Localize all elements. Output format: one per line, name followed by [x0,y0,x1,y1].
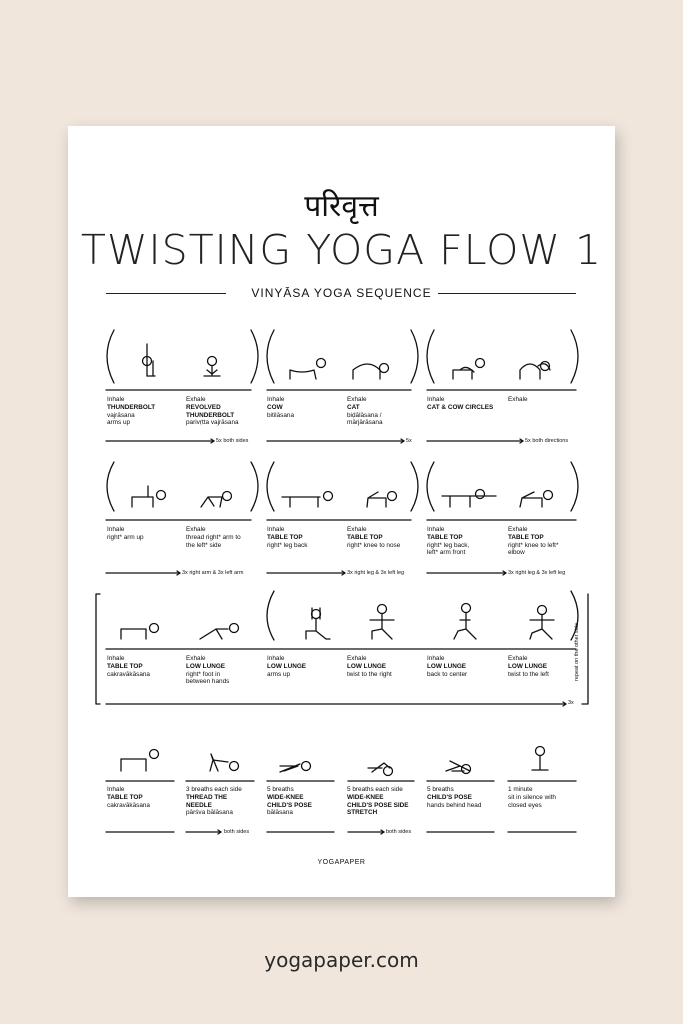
twist-right-figure [370,605,394,640]
repeat-other-side-label: repeat on the other side [574,622,580,681]
repeat-note: 3x right leg & 3x left leg [508,570,566,576]
cat-cow-circle-figure [453,359,485,380]
pose-caption: Inhale right* arm up [107,526,144,541]
back-to-center-figure [454,604,476,640]
bracket-icon [251,330,258,383]
twist-left-figure [530,606,554,640]
knee-to-nose-figure [367,492,397,508]
repeat-note: 5x both sides [216,438,249,444]
footer-brand: YOGAPAPER [317,859,366,866]
pose-caption: Exhale thread right* arm to the left* side [186,526,241,549]
repeat-note: 3x right arm & 3x left arm [182,570,244,576]
bracket-icon [267,330,274,383]
pose-caption: Exhale LOW LUNGE right* foot in between hands [186,655,230,686]
thread-arm-figure [201,492,232,508]
pose-caption: 1 minute sit in silence with closed eyes [508,786,556,809]
bracket-icon [107,330,114,383]
table-top-final-figure [121,750,159,772]
pose-caption: 5 breaths WIDE-KNEE CHILD'S POSE bālāsana [267,786,312,817]
poster [68,126,615,897]
pose-figures [68,126,615,897]
pose-caption: 5 breaths CHILD'S POSE hands behind head [427,786,482,809]
cat-figure [353,364,389,380]
pose-caption: Inhale TABLE TOP right* leg back [267,526,308,549]
repeat-note: 3x [568,700,574,706]
leg-back-figure [282,492,333,508]
repeat-note: both sides [386,829,412,835]
repeat-note: 3x right leg & 3x left leg [347,570,405,576]
pose-caption: Inhale TABLE TOP right* leg back, left* arm front [427,526,470,557]
low-lunge-arms-up-figure [306,608,330,639]
pose-caption: Exhale CAT biḍālāsana / mārjārāsana [347,396,383,427]
poster-subtitle: VINYĀSA YOGA SEQUENCE [68,286,615,300]
repeat-note: 5x [406,438,412,444]
pose-caption: Exhale TABLE TOP right* knee to nose [347,526,401,549]
pose-caption: 3 breaths each side THREAD THE NEEDLE pārśva bālāsana [186,786,242,817]
pose-caption: Inhale COW bitilāsana [267,396,295,419]
pose-caption: Inhale THUNDERBOLT vajrāsana arms up [107,396,156,427]
leg-arm-front-figure [442,490,496,508]
pose-caption: Inhale TABLE TOP cakravākāsana [107,786,150,809]
pose-caption: Exhale LOW LUNGE twist to the left [508,655,549,678]
wide-knee-child-figure [280,762,311,773]
poster-title: TWISTING YOGA FLOW 1 [80,226,603,274]
thread-needle-figure [210,754,239,771]
silence-figure [532,747,548,771]
revolved-thunderbolt-figure [204,357,220,377]
pose-caption: Inhale LOW LUNGE back to center [427,655,468,678]
child-side-stretch-figure [368,763,393,776]
table-top-figure [121,624,159,640]
cat-cow-circle-figure-2 [520,362,550,380]
pose-caption: Exhale REVOLVED THUNDERBOLT parivṛtta vajrāsana [186,396,239,427]
arm-up-figure [132,486,166,507]
pose-caption: Inhale LOW LUNGE arms up [267,655,307,678]
repeat-note: both sides [224,829,250,835]
low-lunge-figure [200,624,239,640]
website-link[interactable]: yogapaper.com [264,948,419,972]
pose-caption: Exhale [508,396,528,403]
bracket-icon [411,330,418,383]
knee-to-elbow-figure [520,491,553,508]
bracket-icon [427,330,434,383]
child-pose-figure [446,761,471,774]
pose-caption: 5 breaths each side WIDE-KNEE CHILD'S POSE SIDE STRETCH [347,786,409,817]
pose-caption: Inhale TABLE TOP cakravākāsana [107,655,150,678]
pose-caption: Exhale TABLE TOP right* knee to left* elbow [508,526,559,557]
bracket-icon [571,330,578,383]
repeat-note: 5x both directions [525,438,569,444]
repeat-bracket [96,594,100,704]
pose-caption: Exhale LOW LUNGE twist to the right [347,655,392,678]
cow-figure [290,359,326,380]
thunderbolt-figure [143,344,156,376]
pose-caption: Inhale CAT & COW CIRCLES [427,396,494,411]
sanskrit-title: परिवृत्त [304,189,379,224]
